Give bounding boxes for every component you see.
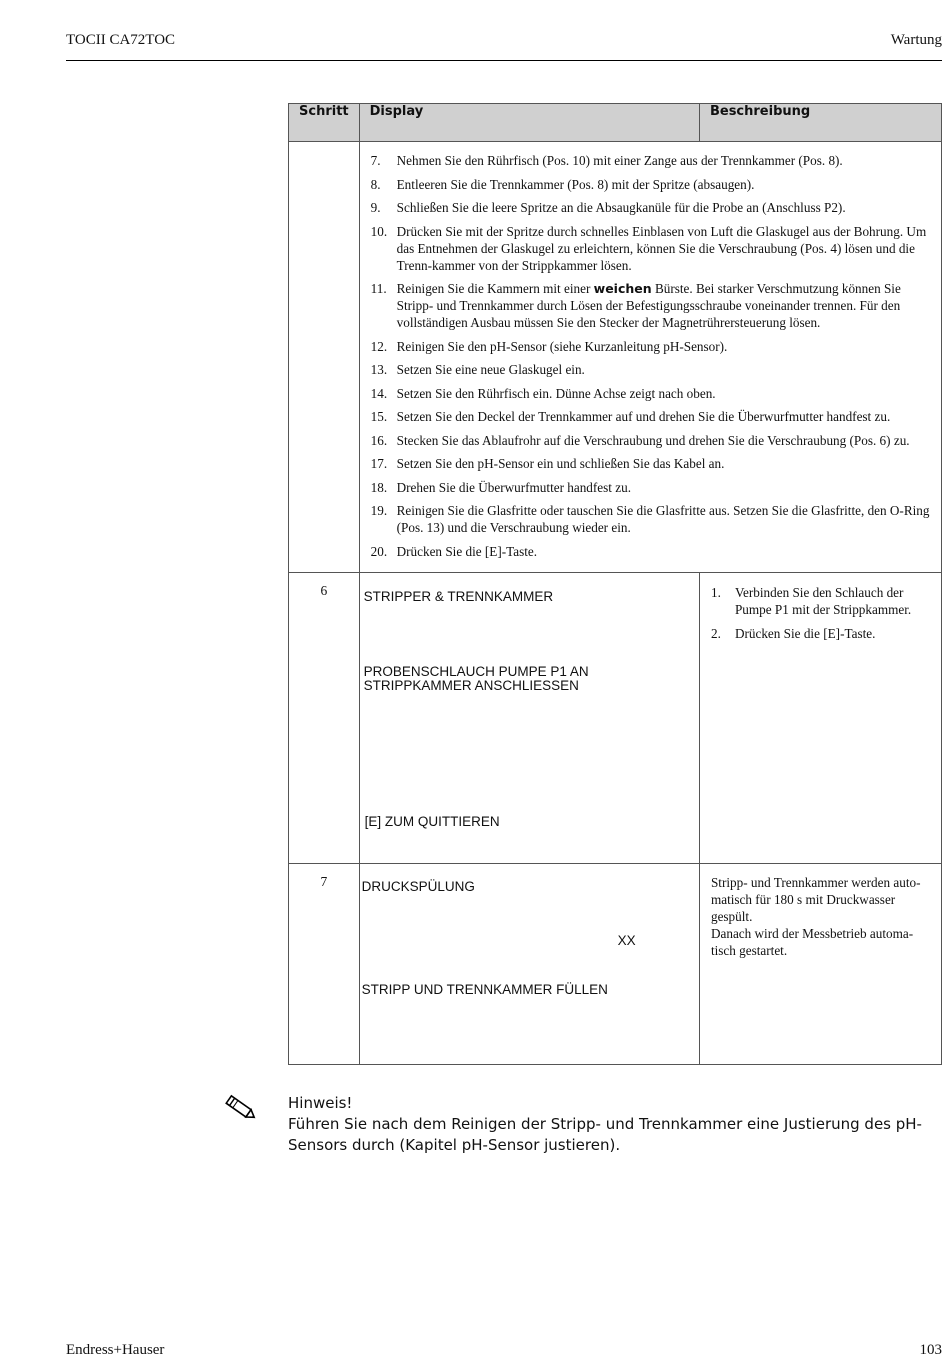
item-number: 10. [370, 223, 388, 239]
item-number: 14. [370, 385, 388, 401]
item-text: Drücken Sie mit der Spritze durch schnelles Einblasen von Luft die Glaskugel aus der Bohrung. Um das Entnehmen der Glaskugel zu erleichtern, können Sie die Verschraubung (Pos. 4) lösen und die Trenn-kammer von der Strippkammer lösen. [396, 223, 927, 273]
item-text: Setzen Sie den Deckel der Trennkammer auf und drehen Sie die Überwurfmutter handfest zu. [396, 409, 891, 424]
item-number: 19. [370, 503, 388, 518]
item-number: 12. [370, 338, 388, 354]
display-cell [359, 864, 699, 1065]
display-screen [361, 574, 698, 862]
item-number: 7. [370, 153, 381, 168]
list-item [371, 199, 932, 216]
step-number: 7 [289, 864, 360, 1065]
item-number: 17. [370, 456, 388, 471]
maintenance-steps-table [288, 103, 942, 1065]
table-header-row [289, 104, 942, 142]
item-number: 20. [370, 543, 388, 559]
list-item [371, 385, 932, 402]
list-item [371, 408, 932, 425]
list-item [371, 361, 932, 378]
display-prompt: [E] ZUM QUITTIEREN [364, 814, 500, 829]
item-text: Setzen Sie den Rührfisch ein. Dünne Achse zeigt nach oben. [396, 385, 716, 401]
note-text: Führen Sie nach dem Reinigen der Stripp- und Trennkammer eine Justierung des pH-Sensors durch (Kapitel pH-Sensor justieren). [288, 1115, 922, 1154]
column-header-display: Display [359, 104, 699, 142]
display-message-line: STRIPP UND TRENNKAMMER FÜLLEN [361, 982, 608, 997]
display-message-line: STRIPPKAMMER ANSCHLIESSEN [363, 678, 579, 693]
list-item [371, 479, 932, 496]
column-header-description: Beschreibung [699, 104, 941, 142]
item-text: Reinigen Sie den pH-Sensor (siehe Kurzanleitung pH-Sensor). [396, 338, 728, 354]
item-number: 18. [370, 479, 388, 495]
list-item [371, 502, 932, 536]
description-text: Stripp- und Trennkammer werden auto-matisch für 180 s mit Druckwasser gespült. Danach wird der Messbetrieb automa-tisch gestartet. [710, 875, 921, 958]
item-number: 11. [370, 281, 387, 296]
item-number: 9. [370, 200, 381, 215]
display-screen [361, 865, 698, 1063]
item-text: Reinigen Sie die Glasfritte oder tauschen Sie die Glasfritte aus. Setzen Sie die Glasfritte, den O-Ring (Pos. 13) und die Verschraubung wieder ein. [396, 503, 930, 535]
item-text: Schließen Sie die leere Spritze an die Absaugkanüle für die Probe an (Anschluss P2). [396, 200, 846, 215]
item-text: Setzen Sie den pH-Sensor ein und schließen Sie das Kabel an. [396, 456, 725, 471]
item-text: Nehmen Sie den Rührfisch (Pos. 10) mit einer Zange aus der Trennkammer (Pos. 8). [396, 153, 843, 168]
page-number: 103 [919, 1342, 942, 1358]
item-text: Drücken Sie die [E]-Taste. [734, 626, 876, 641]
item-number: 1. [710, 585, 721, 600]
header-document-title: TOCII CA72TOC [66, 32, 176, 48]
list-item [371, 176, 932, 193]
header-section-title: Wartung [890, 32, 942, 48]
item-number: 15. [370, 409, 388, 424]
header-divider [66, 60, 942, 61]
table-row [289, 142, 942, 573]
description-cell [699, 573, 941, 864]
list-item [711, 584, 932, 618]
table-row [289, 573, 942, 864]
item-text: Entleeren Sie die Trennkammer (Pos. 8) mit der Spritze (absaugen). [396, 176, 755, 192]
table-row [289, 864, 942, 1065]
note-block [288, 1093, 948, 1156]
display-cell [359, 573, 699, 864]
step-number: 6 [289, 573, 360, 864]
list-item [371, 152, 932, 169]
item-text [397, 280, 932, 331]
item-text-pre: Reinigen Sie die Kammern mit einer [396, 281, 594, 296]
item-text: Verbinden Sie den Schlauch der Pumpe P1 mit der Strippkammer. [734, 585, 912, 617]
display-value: XX [617, 933, 636, 948]
footer-company: Endress+Hauser [66, 1342, 165, 1358]
list-item [371, 455, 932, 472]
item-number: 2. [710, 626, 721, 641]
item-number: 13. [370, 362, 388, 377]
display-title: DRUCKSPÜLUNG [361, 879, 475, 894]
item-text: Drücken Sie die [E]-Taste. [396, 543, 538, 559]
list-item [371, 280, 932, 331]
list-item [711, 625, 932, 642]
list-item [371, 543, 932, 560]
list-item [371, 338, 932, 355]
note-title: Hinweis! [288, 1094, 353, 1112]
list-item [371, 432, 932, 449]
item-text: Stecken Sie das Ablaufrohr auf die Verschraubung und drehen Sie die Verschraubung (Pos. 6) zu. [396, 432, 910, 448]
description-list [711, 584, 932, 642]
item-text: Setzen Sie eine neue Glaskugel ein. [396, 362, 585, 377]
pencil-icon [220, 1093, 260, 1123]
column-header-step: Schritt [289, 104, 360, 142]
display-message-line: PROBENSCHLAUCH PUMPE P1 AN [363, 664, 589, 679]
instruction-list [371, 152, 932, 560]
item-text: Drehen Sie die Überwurfmutter handfest zu. [396, 479, 631, 495]
step-cell [289, 142, 360, 573]
item-number: 8. [370, 176, 381, 192]
item-number: 16. [370, 432, 388, 448]
item-text-emphasis: weichen [593, 281, 652, 296]
display-title: STRIPPER & TRENNKAMMER [363, 589, 554, 604]
description-cell [699, 864, 941, 1065]
instruction-cell [359, 142, 941, 573]
list-item [371, 223, 932, 274]
item-text-post: Bürste. Bei starker Verschmutzung können Sie Stripp- und Trennkammer durch Lösen der Befestigungsschraube voneinander trennen. Für den vollständigen Ausbau müssen Sie den Stecker der Magnetrührersteuerung lösen. [396, 281, 901, 330]
